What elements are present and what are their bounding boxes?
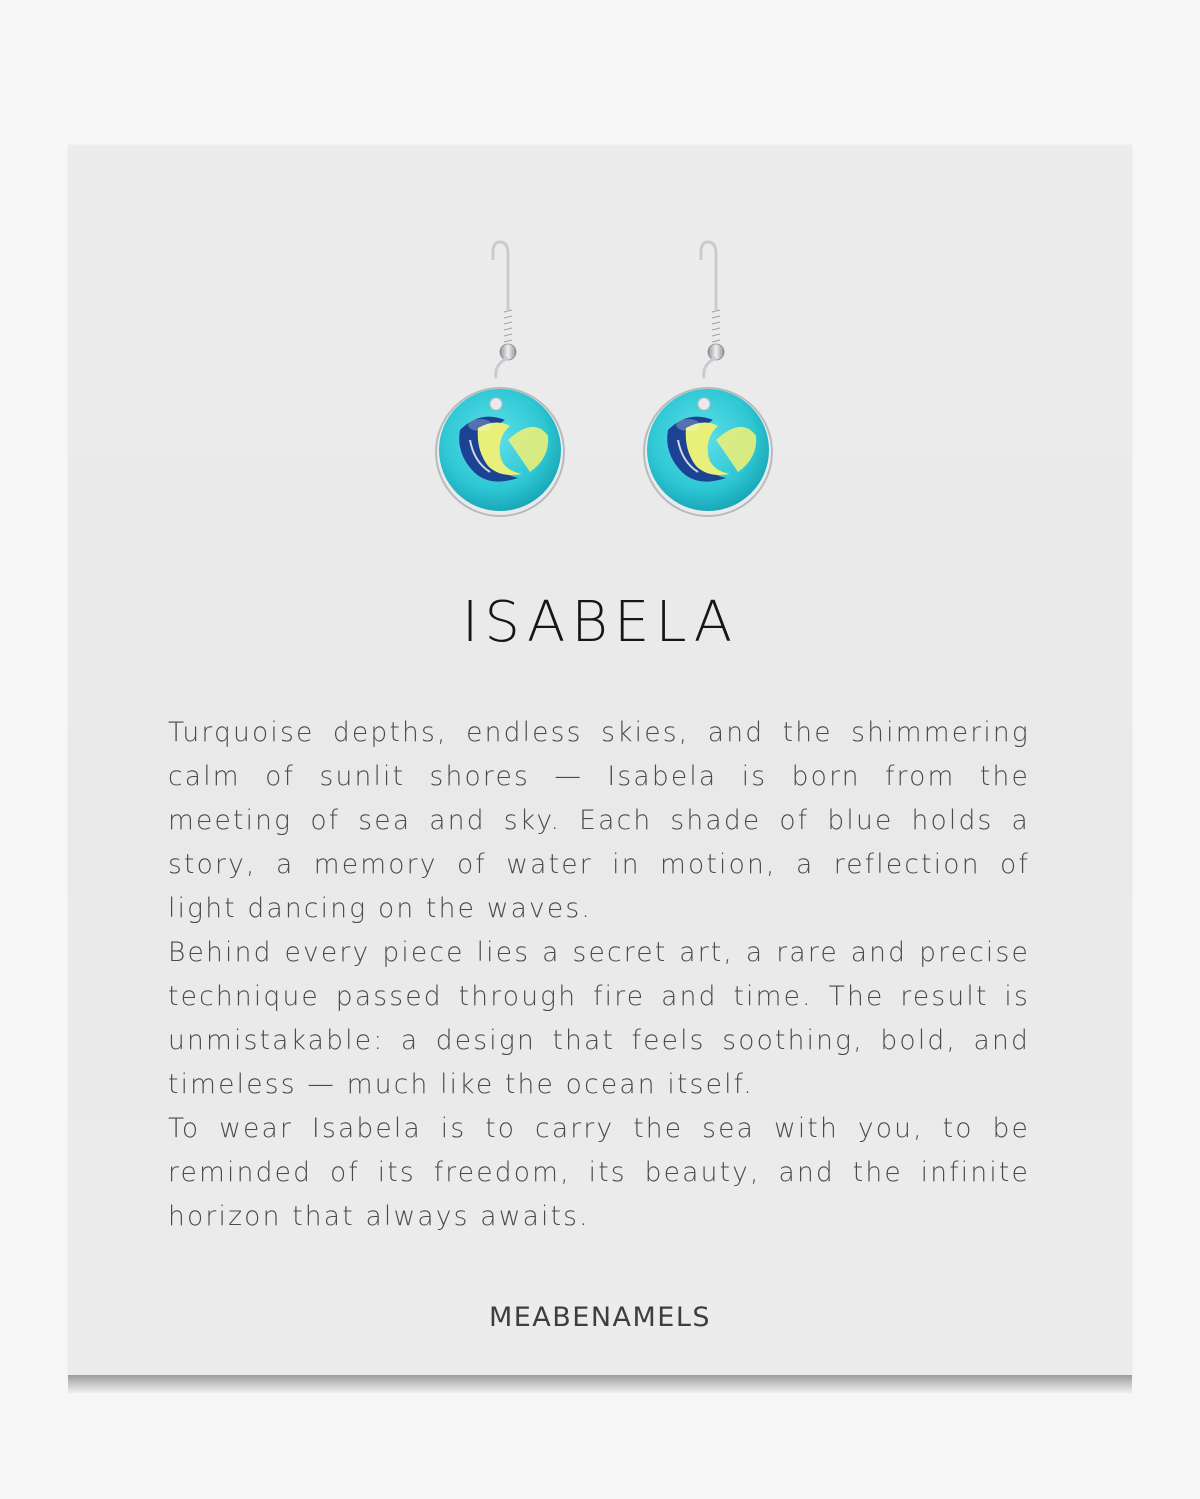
product-card bbox=[68, 145, 1132, 1377]
brand-name: MEABENAMELS bbox=[488, 1302, 712, 1333]
earrings-image bbox=[68, 240, 1132, 610]
description-paragraph-2: Behind every piece lies a secret art, a rare and precise technique passed through fire and time. The result is unmistakable: a design that feels soothing, bold, and timeless — much like the ocean itself. bbox=[168, 937, 1030, 1100]
card-shadow bbox=[68, 1375, 1132, 1393]
description-paragraph-3: To wear Isabela is to carry the sea with you, to be reminded of its freedom, its beauty, and the infinite horizon that always awaits. bbox=[168, 1113, 1030, 1232]
product-title: ISABELA bbox=[461, 590, 739, 655]
right-earring-icon bbox=[638, 240, 778, 610]
product-description bbox=[168, 711, 1030, 1239]
left-earring-icon bbox=[430, 240, 570, 610]
description-paragraph-1: Turquoise depths, endless skies, and the shimmering calm of sunlit shores — Isabela is born from the meeting of sea and sky. Each shade of blue holds a story, a memory of water in motion, a reflection of light dancing on the waves. bbox=[168, 717, 1030, 924]
